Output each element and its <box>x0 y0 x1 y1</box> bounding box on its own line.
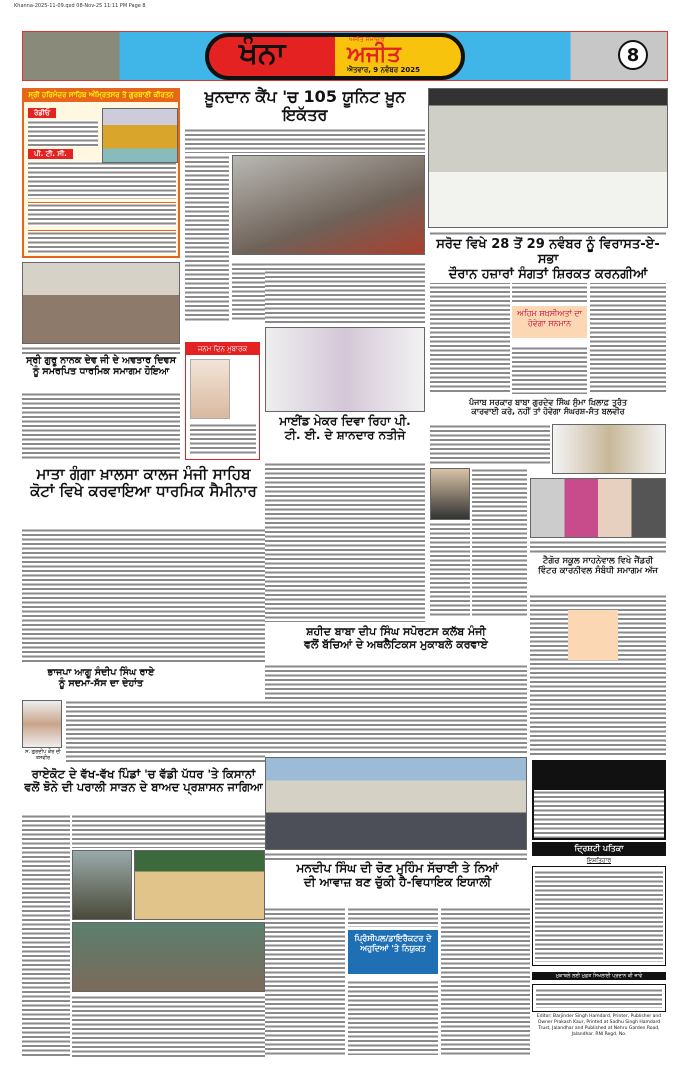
headline-club-1: ਸ਼ਹੀਦ ਬਾਬਾ ਦੀਪ ਸਿੰਘ ਸਪੋਰਟਸ ਕਲੱਬ ਮੰਜੀ <box>306 625 486 638</box>
farmers-meeting-photo <box>134 850 265 920</box>
radio-tag: ਰੇਡੀਓ <box>28 108 56 118</box>
religious-event-photo <box>22 262 180 344</box>
notice-box <box>532 984 666 1012</box>
imprint: Editor: Barjinder Singh Hamdard, Printer, Publisher and Owner Prakash Kaur, Printed at Sadhu Singh Hamdard Trust, Jalandhar and Published at Nehru Garden Road, Jalandhar. RNI Regd. No. <box>536 1014 662 1037</box>
headline-college-2: ਕੋਟਾਂ ਵਿਖੇ ਕਰਵਾਇਆ ਧਾਰਮਿਕ ਸੈਮੀਨਾਰ <box>30 482 257 501</box>
print-slug: Khanna-2025-11-09.qxd 08-Nov-25 11:11 PM Page 8 <box>14 3 146 9</box>
headline-raikot-2: ਵਲੋਂ ਝੋਨੇ ਦੀ ਪਰਾਲੀ ਸਾੜਨ ਦੇ ਬਾਅਦ ਪ੍ਰਸ਼ਾਸਨ ਜਾਗਿਆ <box>24 780 263 795</box>
headline-mandeep-2: ਦੀ ਆਵਾਜ਼ ਬਣ ਚੁੱਕੀ ਹੈ-ਵਿਧਾਇਕ ਇਯਾਲੀ <box>303 874 492 889</box>
feature-title: ਸ੍ਰੀ ਹਰਿਮੰਦਰ ਸਾਹਿਬ ਅੰਮ੍ਰਿਤਸਰ ਤੋਂ ਗੁਰਬਾਣੀ ਕੀਰਤਨ <box>24 90 178 102</box>
kirtan-feature-box <box>22 88 180 258</box>
headline-pte-1: ਮਾਈਂਡ ਮੇਕਰ ਦਿਵਾ ਰਿਹਾ ਪੀ. <box>279 414 411 428</box>
notice-title: ਦ੍ਰਿਸ਼ਟੀ ਪਤਿਕਾ <box>532 842 666 856</box>
ptc-tag: ਪੀ. ਟੀ. ਸੀ. <box>28 149 73 159</box>
official-photo <box>72 850 132 920</box>
headline-tagore-2: ਵਿੰਟਰ ਕਾਰਨੀਵਲ ਸੰਬੰਧੀ ਸਮਾਗਮ ਅੱਜ <box>538 565 658 576</box>
sarod-group-photo <box>428 88 668 228</box>
sant-photo <box>552 424 666 474</box>
headline-club-2: ਵਲੋਂ ਬੱਚਿਆਂ ਦੇ ਅਥਲੈਟਿਕਸ ਮੁਕਾਬਲੇ ਕਰਵਾਏ <box>304 637 488 651</box>
issue-date: ਐਤਵਾਰ, 9 ਨਵੰਬਰ 2025 <box>347 66 420 74</box>
brand-name: ਅਜੀਤ <box>347 42 401 67</box>
headline-protest-2: ਕਾਰਵਾਈ ਕਰੇ, ਨਹੀਂ ਤਾਂ ਹੋਵੇਗਾ ਸੰਘਰਸ਼-ਸੰਤ ਬਲਵੀਰ <box>471 407 625 417</box>
headline-sarod-1: ਸਰੋਦ ਵਿਖੇ 28 ਤੋਂ 29 ਨਵੰਬਰ ਨੂੰ ਵਿਰਾਸਤ-ਏ-ਸਭਾ <box>436 237 660 267</box>
headline-mandeep-1: ਮਨਦੀਪ ਸਿੰਘ ਦੀ ਚੋਣ ਮੁਹਿੰਮ ਸੱਚਾਈ ਤੇ ਨਿਆਂ <box>296 861 499 875</box>
obituary-photo <box>22 700 62 748</box>
birthday-box <box>185 342 260 460</box>
notice-subtitle: ਇਸ਼ਤਿਹਾਰ <box>586 857 612 864</box>
headline-college-1: ਮਾਤਾ ਗੰਗਾ ਖ਼ਾਲਸਾ ਕਾਲਜ ਮੰਜੀ ਸਾਹਿਬ <box>36 465 251 483</box>
notice-footer: ਮੁਕਾਬਲੇ ਲਈ ਮੁਫ਼ਤ ਸਿਖਲਾਈ ਪ੍ਰਦਾਨ ਕੀ ਜਾਵੇ <box>532 972 666 980</box>
headline-pte-2: ਟੀ. ਈ. ਦੇ ਸ਼ਾਨਦਾਰ ਨਤੀਜੇ <box>284 427 406 442</box>
notice-table <box>532 866 666 966</box>
mandeep-highlight-box: ਪ੍ਰਿੰਸੀਪਲ/ਡਾਇਰੈਕਟਰ ਦੇ ਅਹੁਦਿਆਂ 'ਤੇ ਨਿਯੁਕਤ <box>348 930 438 974</box>
musicians-photos <box>530 478 666 538</box>
child-photo <box>190 359 230 419</box>
headline-guru-1: ਸ੍ਰੀ ਗੁਰੂ ਨਾਨਕ ਦੇਵ ਜੀ ਦੇ ਅਵਤਾਰ ਦਿਵਸ <box>26 355 176 366</box>
obituary-caption: ਸ. ਗੁਰਦੀਪ ਕੌਰ ਦੀ ਤਸਵੀਰ <box>25 749 61 761</box>
pte-students-photo <box>265 327 425 412</box>
golden-temple-photo <box>102 108 178 163</box>
village-gathering-photo <box>72 922 265 992</box>
headline-bjp-1: ਭਾਜਪਾ ਆਗੂ ਸੰਦੀਪ ਸਿੰਘ ਰਾਏ <box>47 667 155 678</box>
headline-raikot-1: ਰਾਏਕੋਟ ਦੇ ਵੱਖ-ਵੱਖ ਪਿੰਡਾਂ 'ਚ ਵੱਡੀ ਪੱਧਰ 'ਤੇ ਕਿਸਾਨਾਂ <box>31 767 256 781</box>
sarod-highlight-box: ਅਹਿਮ ਸ਼ਖ਼ਸੀਅਤਾਂ ਦਾ ਹੋਵੇਗਾ ਸਨਮਾਨ <box>512 306 587 338</box>
headline-blood-camp: ਖ਼ੂਨਦਾਨ ਕੈਂਪ 'ਚ 105 ਯੂਨਿਟ ਖ਼ੂਨ ਇਕੱਤਰ <box>204 87 406 125</box>
tagore-highlight <box>568 610 618 660</box>
masthead-logo <box>205 33 465 80</box>
headline-bjp-2: ਨੂੰ ਸਦਮਾ-ਸੱਸ ਦਾ ਦੇਹਾਂਤ <box>58 677 144 689</box>
headline-guru-2: ਨੂੰ ਸਮਰਪਿਤ ਧਾਰਮਿਕ ਸਮਾਗਮ ਹੋਇਆ <box>32 365 170 377</box>
headline-protest-1: ਪੰਜਾਬ ਸਰਕਾਰ ਬਾਬਾ ਗੁਰਦੇਵ ਸਿੰਘ ਸੁੰਮਾ ਖ਼ਿਲਾਫ਼ ਤੁਰੰਤ <box>468 398 628 407</box>
headline-sarod-2: ਦੌਰਾਨ ਹਜ਼ਾਰਾਂ ਸੰਗਤਾਂ ਸ਼ਿਰਕਤ ਕਰਨਗੀਆਂ <box>448 266 648 282</box>
page-number: 8 <box>618 40 648 70</box>
birthday-title: ਜਨਮ ਦਿਨ ਮੁਬਾਰਕ <box>186 343 259 355</box>
blood-camp-photo <box>232 155 425 255</box>
athletics-group-photo <box>265 757 527 850</box>
edition-name: ਖੰਨਾ <box>239 36 286 71</box>
tagline: ਅਜੀਤ ਸਮਾਚਾਰ <box>349 36 385 43</box>
man-portrait <box>430 468 470 520</box>
headline-tagore-1: ਟੈਗੋਰ ਸਕੂਲ ਸਾਹਨੇਵਾਲ ਵਿਖੇ ਜੈਂਡਰੀ <box>542 556 654 566</box>
